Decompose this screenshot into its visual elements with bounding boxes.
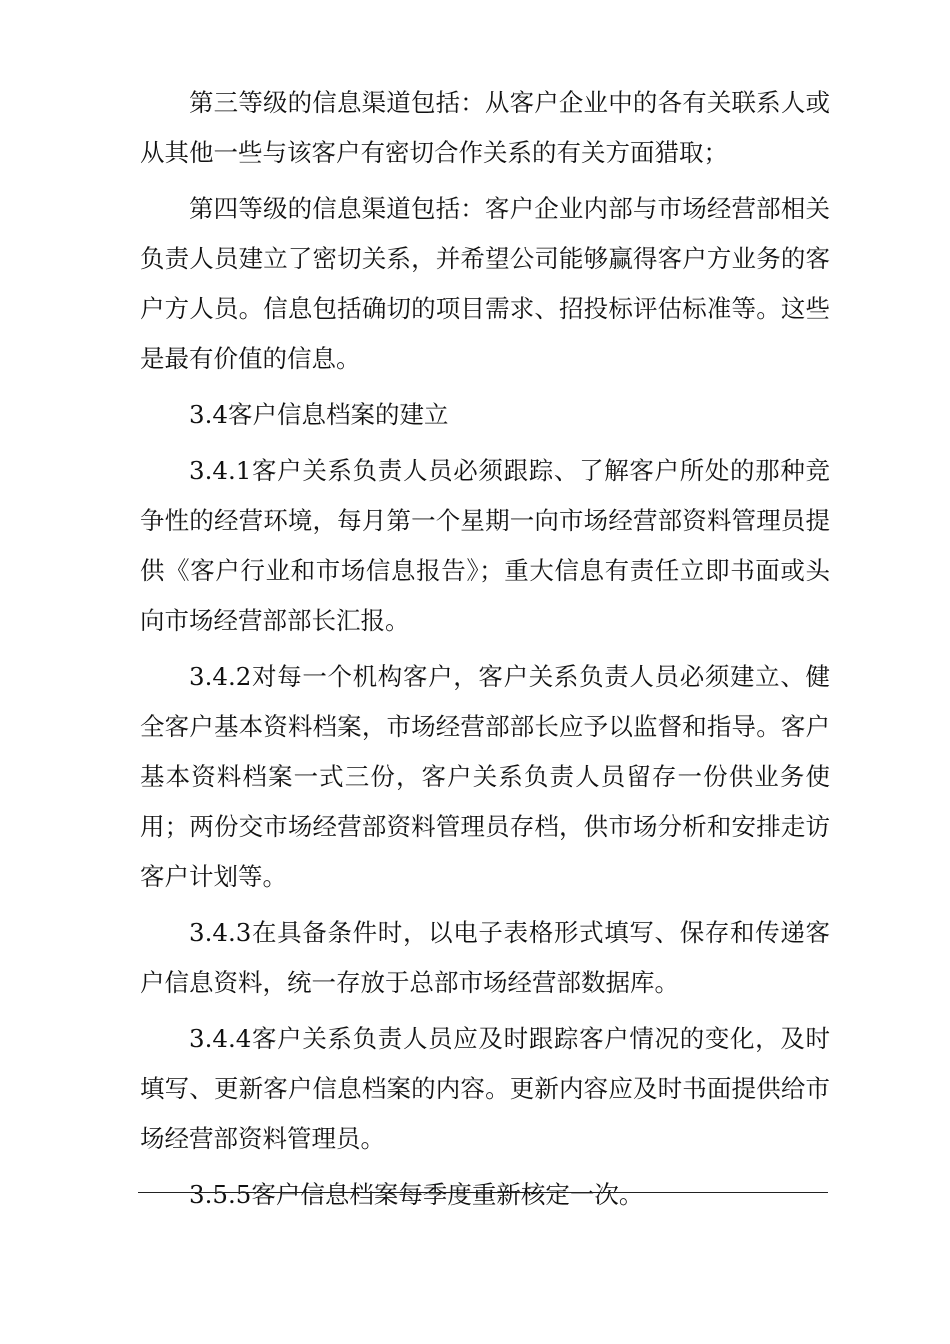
document-body (140, 78, 830, 1226)
paragraph-3-4-2: 3.4.2对每一个机构客户，客户关系负责人员必须建立、健全客户基本资料档案，市场经营部部长应予以监督和指导。客户基本资料档案一式三份，客户关系负责人员留存一份供业务使用；两份交市场经营部资料管理员存档，供市场分析和安排走访客户计划等。 (140, 662, 830, 891)
paragraph-3-5-5: 3.5.5客户信息档案每季度重新核定一次。 (189, 1180, 644, 1209)
paragraph-level3-channels: 第三等级的信息渠道包括：从客户企业中的各有关联系人或从其他一些与该客户有密切合作关系的有关方面猎取； (140, 88, 830, 167)
paragraph-level4-channels: 第四等级的信息渠道包括：客户企业内部与市场经营部相关负责人员建立了密切关系，并希望公司能够赢得客户方业务的客户方人员。信息包括确切的项目需求、招投标评估标准等。这些是最有价值的信息。 (140, 194, 830, 373)
paragraph-3-4-1: 3.4.1客户关系负责人员必须跟踪、了解客户所处的那种竞争性的经营环境，每月第一个星期一向市场经营部资料管理员提供《客户行业和市场信息报告》；重大信息有责任立即书面或头向市场经营部部长汇报。 (140, 456, 830, 635)
section-heading-3-4: 3.4客户信息档案的建立 (189, 400, 449, 429)
paragraph-3-4-4: 3.4.4客户关系负责人员应及时跟踪客户情况的变化，及时填写、更新客户信息档案的内容。更新内容应及时书面提供给市场经营部资料管理员。 (140, 1024, 830, 1153)
paragraph-3-4-3: 3.4.3在具备条件时，以电子表格形式填写、保存和传递客户信息资料，统一存放于总部市场经营部数据库。 (140, 918, 830, 997)
footer-divider (138, 1192, 828, 1193)
